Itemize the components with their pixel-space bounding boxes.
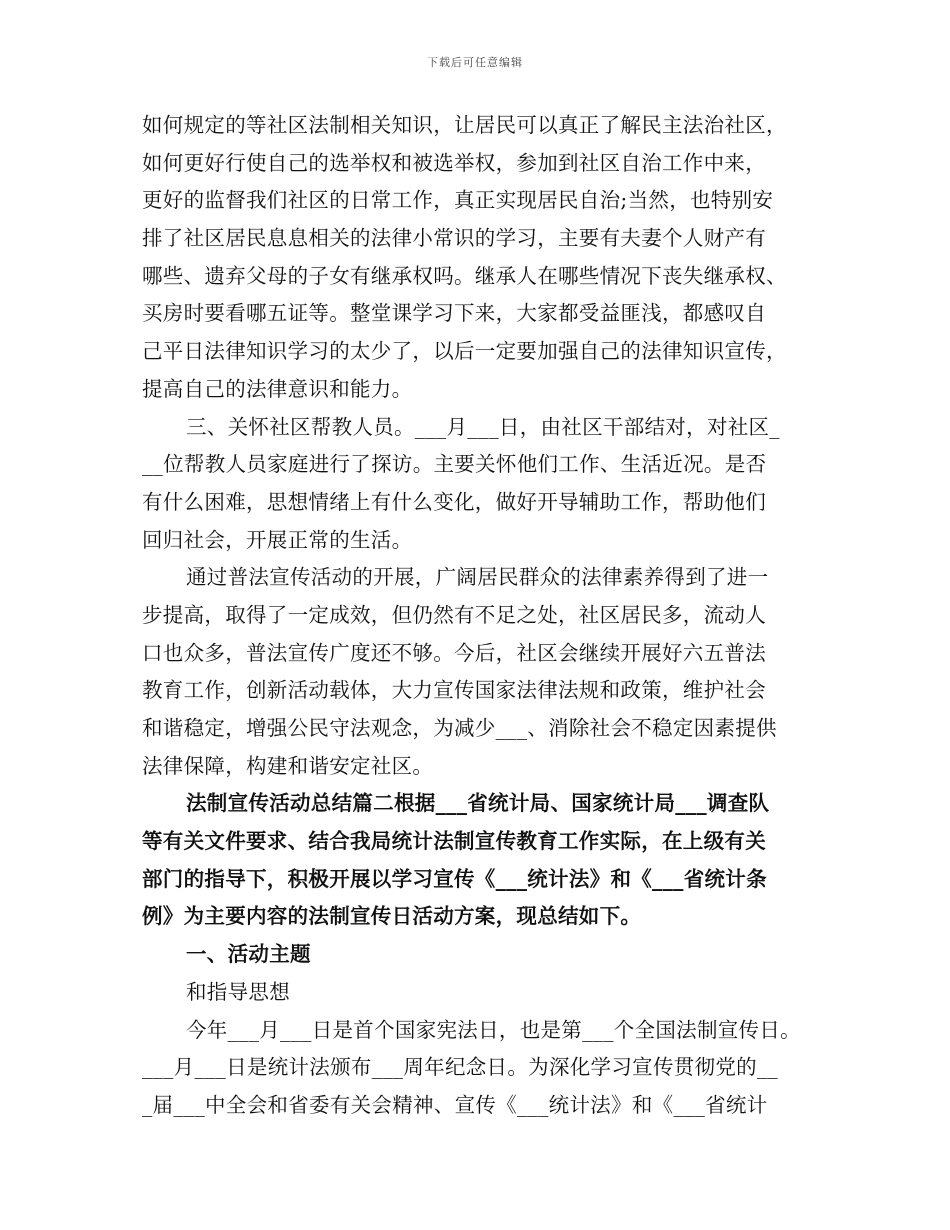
- text-line: __位帮教人员家庭进行了探访。主要关怀他们工作、生活近况。是否: [142, 452, 767, 477]
- text-line: 等有关文件要求、结合我局统计法制宣传教育工作实际，在上级有关: [142, 829, 766, 854]
- text-line: 部门的指导下，积极开展以学习宣传《___统计法》和《___省统计条: [142, 866, 767, 891]
- text-line: 三、关怀社区帮教人员。___月___日，由社区干部结对，对社区_: [186, 414, 780, 439]
- text-line: 步提高，取得了一定成效，但仍然有不足之处，社区居民多，流动人: [142, 602, 766, 627]
- text-line: 买房时要看哪五证等。整堂课学习下来，大家都受益匪浅，都感叹自: [142, 301, 766, 326]
- text-line: 一、活动主题: [186, 942, 311, 967]
- text-line: 提高自己的法律意识和能力。: [142, 376, 413, 401]
- text-line: 法制宣传活动总结篇二根据___省统计局、国家统计局___调查队: [186, 791, 770, 816]
- text-line: 教育工作，创新活动载体，大力宣传国家法律法规和政策，维护社会: [142, 678, 766, 703]
- document-body: [142, 107, 822, 1125]
- text-line: 如何更好行使自己的选举权和被选举权，参加到社区自治工作中来，: [142, 150, 766, 175]
- text-line: 回归社会，开展正常的生活。: [142, 527, 413, 552]
- text-line: ___月___日是统计法颁布___周年纪念日。为深化学习宣传贯彻党的__: [142, 1055, 779, 1080]
- text-line: 和指导思想: [186, 979, 290, 1004]
- text-line: 和谐稳定，增强公民守法观念，为减少___、消除社会不稳定因素提供: [142, 716, 777, 740]
- text-line: 更好的监督我们社区的日常工作，真正实现居民自治;当然，也特别安: [142, 188, 774, 213]
- text-line: 今年___月___日是首个国家宪法日，也是第___个全国法制宣传日。: [186, 1017, 801, 1042]
- page-header-note: 下载后可任意编辑: [427, 56, 523, 69]
- text-line: _届___中全会和省委有关会精神、宣传《___统计法》和《___省统计: [142, 1092, 768, 1117]
- text-line: 通过普法宣传活动的开展，广阔居民群众的法律素养得到了进一: [186, 565, 769, 590]
- text-line: 哪些、遗弃父母的子女有继承权吗。继承人在哪些情况下丧失继承权、: [142, 263, 787, 288]
- text-line: 法律保障，构建和谐安定社区。: [142, 753, 434, 778]
- text-line: 如何规定的等社区法制相关知识，让居民可以真正了解民主法治社区，: [142, 113, 787, 137]
- text-line: 排了社区居民息息相关的法律小常识的学习，主要有夫妻个人财产有: [142, 226, 766, 251]
- text-line: 口也众多，普法宣传广度还不够。今后，社区会继续开展好六五普法: [142, 640, 766, 665]
- text-line: 例》为主要内容的法制宣传日活动方案，现总结如下。: [142, 904, 642, 929]
- text-line: 有什么困难，思想情绪上有什么变化，做好开导辅助工作，帮助他们: [142, 489, 766, 514]
- text-line: 己平日法律知识学习的太少了，以后一定要加强自己的法律知识宣传，: [142, 339, 787, 364]
